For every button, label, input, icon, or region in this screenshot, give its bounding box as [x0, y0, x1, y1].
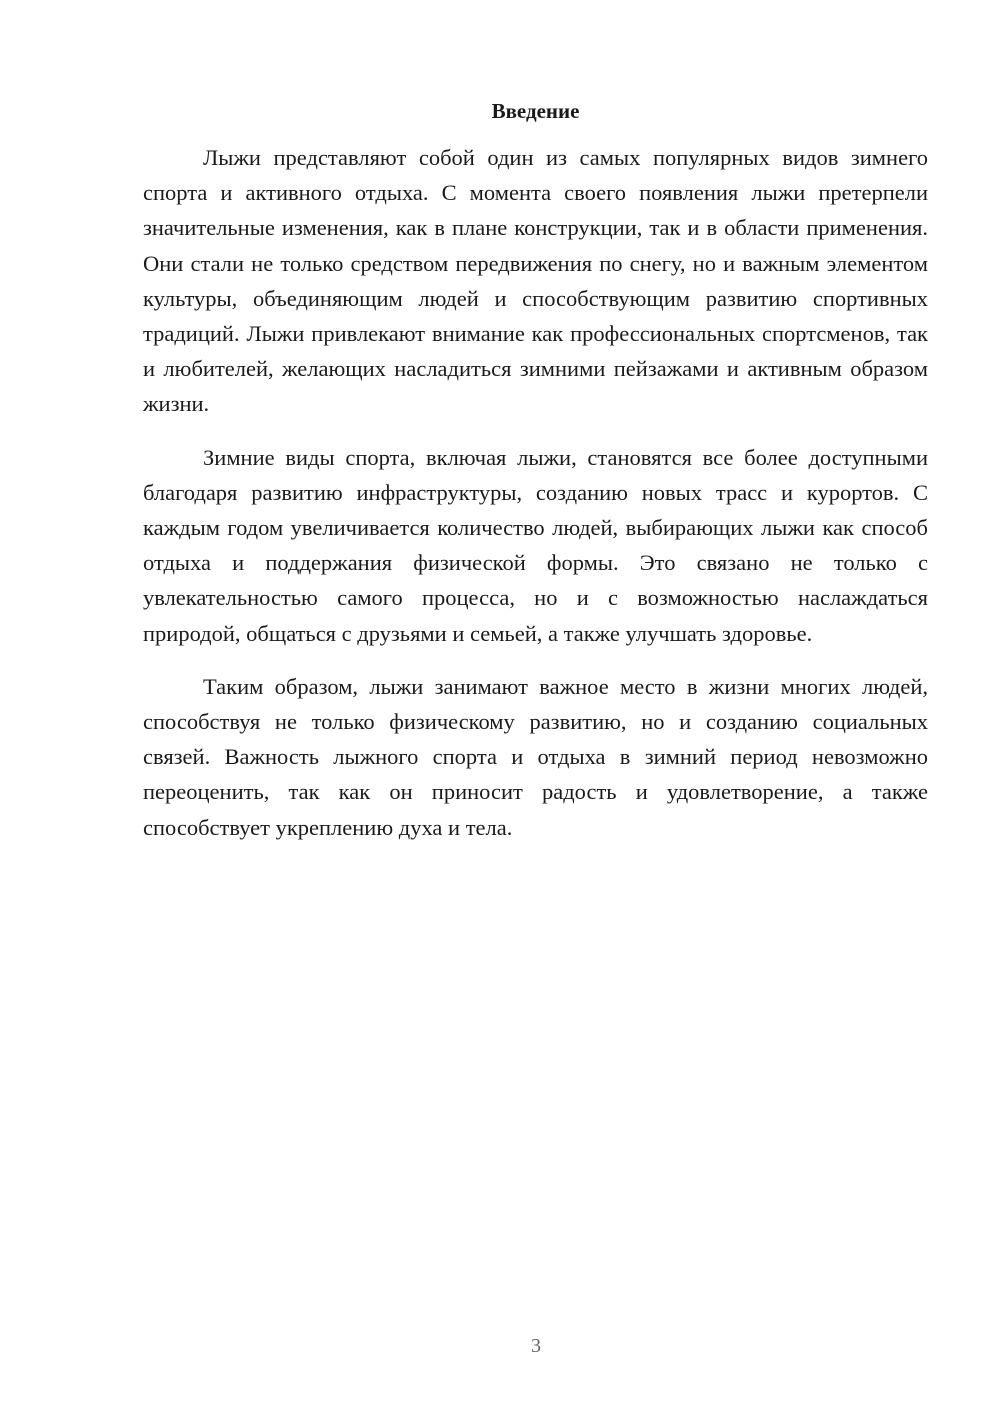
paragraph-3: Таким образом, лыжи занимают важное место в жизни многих людей, способствуя не только физическому развитию, но и созданию социальных связей. Важность лыжного спорта и отдыха в зимний период невозможно переоценить, так как он приносит радость и удовлетворение, а также способствует укреплению духа и тела. [143, 673, 928, 840]
paragraph-1: Лыжи представляют собой один из самых популярных видов зимнего спорта и активного отдыха. С момента своего появления лыжи претерпели значительные изменения, как в плане конструкции, так и в области применения. Они стали не только средством передвижения по снегу, но и важным элементом культуры, объединяющим людей и способствующим развитию спортивных традиций. Лыжи привлекают внимание как профессиональных спортсменов, так и любителей, желающих насладиться зимними пейзажами и активным образом жизни. [143, 145, 928, 417]
page-content [143, 96, 928, 863]
page-number: 3 [531, 1335, 541, 1357]
paragraph-2: Зимние виды спорта, включая лыжи, становятся все более доступными благодаря развитию инфраструктуры, созданию новых трасс и курортов. С каждым годом увеличивается количество людей, выбирающих лыжи как способ отдыха и поддержания физической формы. Это связано не только с увлекательностью самого процесса, но и с возможностью наслаждаться природой, общаться с друзьями и семьей, а также улучшать здоровье. [143, 444, 928, 646]
section-heading: Введение [491, 99, 580, 123]
